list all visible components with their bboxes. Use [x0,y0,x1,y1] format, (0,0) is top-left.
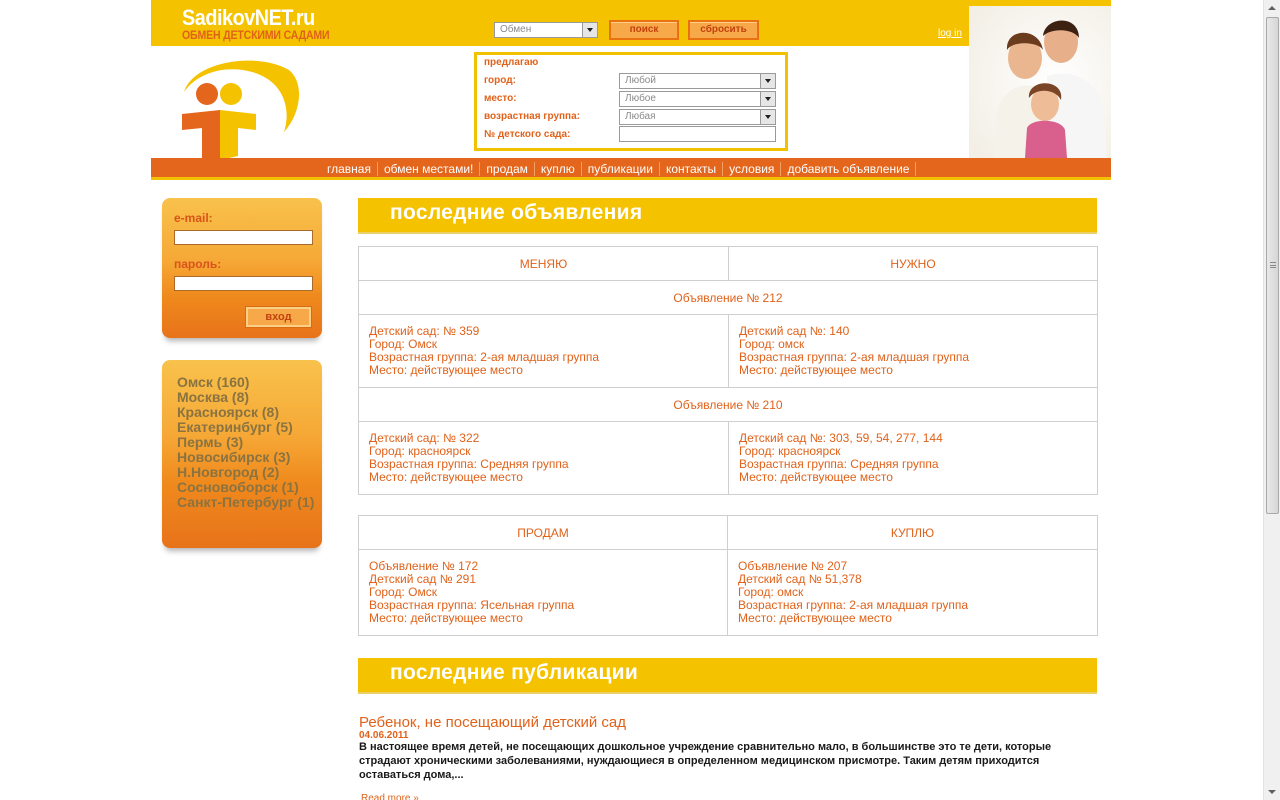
ad-detail: Город: красноярск [369,444,471,458]
ad-detail: Место: действующее место [369,470,523,484]
ad-detail: Объявление № 207 [738,559,848,573]
ad-detail: Детский сад №: 140 [739,324,850,338]
nav-item-home[interactable]: главная [325,162,378,176]
site-title[interactable]: SadikovNET.ru [182,5,315,30]
publications-title: последние публикации [390,661,639,684]
ad-detail: Возрастная группа: 2-ая младшая группа [369,350,600,364]
nav-item-terms[interactable]: условия [727,162,781,176]
family-photo [969,6,1111,158]
city-link[interactable]: Н.Новгород (2) [177,464,280,480]
chevron-down-icon [760,74,775,88]
sell-buy-table [358,515,1098,636]
city-link[interactable]: Красноярск (8) [177,404,280,420]
publications-heading [358,658,1097,694]
ad-need-details[interactable] [729,315,1098,388]
ad-detail: Город: Омск [369,337,437,351]
kindergarten-number-label: № детского сада: [484,129,571,140]
age-group-label: возрастная группа: [484,111,580,122]
chevron-down-icon [760,110,775,124]
ad-detail: Детский сад №: 303, 59, 54, 277, 144 [739,431,943,445]
ad-detail: Место: действующее место [369,611,523,625]
nav-item-publications[interactable]: публикации [586,162,660,176]
password-field[interactable] [174,276,313,291]
ad-detail: Возрастная группа: 2-ая младшая группа [738,598,969,612]
email-field[interactable] [174,230,313,245]
scroll-up-icon[interactable] [1264,0,1280,17]
city-link[interactable]: Екатеринбург (5) [177,419,293,435]
place-label: место: [484,93,517,104]
ad-detail: Место: действующее место [739,363,893,377]
chevron-down-icon [582,23,597,37]
nav-item-sell[interactable]: продам [484,162,535,176]
city-link[interactable]: Новосибирск (3) [177,449,291,465]
publication-date: 04.06.2011 [359,730,409,741]
ad-detail: Детский сад: № 359 [369,324,480,338]
vertical-scrollbar[interactable] [1263,0,1280,800]
city-link[interactable]: Пермь (3) [177,434,244,450]
ad-detail: Детский сад: № 322 [369,431,480,445]
type-select-value: Обмен [500,24,532,35]
column-header-need: НУЖНО [729,247,1098,281]
search-panel [474,52,788,151]
email-label: e-mail: [174,211,213,225]
city-select-value: Любой [625,75,656,86]
ad-offer-details[interactable] [359,315,729,388]
city-label: город: [484,75,516,86]
chevron-down-icon [760,92,775,106]
city-link[interactable]: Сосновоборск (1) [177,479,299,495]
city-link[interactable]: Омск (160) [177,374,250,390]
ad-detail: Место: действующее место [739,470,893,484]
nav-item-contacts[interactable]: контакты [664,162,723,176]
city-link[interactable]: Москва (8) [177,389,250,405]
column-header-sell: ПРОДАМ [359,516,728,550]
ad-detail: Город: красноярск [739,444,841,458]
city-link[interactable]: Санкт-Петербург (1) [177,494,315,510]
main-nav [151,158,1111,180]
grip-icon [1270,262,1276,268]
search-button[interactable]: поиск [609,20,679,40]
sell-ad-details[interactable] [359,550,728,636]
column-header-offer: МЕНЯЮ [359,247,729,281]
nav-items [325,162,920,176]
nav-item-add-ad[interactable]: добавить объявление [785,162,916,176]
ad-need-details[interactable] [729,422,1098,495]
latest-ads-heading [358,198,1097,234]
page [151,0,1111,800]
age-group-select[interactable] [619,109,776,125]
site-subtitle: ОБМЕН ДЕТСКИМИ САДАМИ [182,28,330,42]
city-list [177,375,314,510]
reset-button[interactable]: сбросить [688,20,759,40]
read-more-link[interactable]: Read more » [361,793,419,800]
ad-detail: Объявление № 172 [369,559,479,573]
city-select[interactable] [619,73,776,89]
scroll-down-icon[interactable] [1264,783,1280,800]
ad-detail: Детский сад № 291 [369,572,476,586]
ad-detail: Возрастная группа: Средняя группа [739,457,939,471]
place-select-value: Любое [625,93,656,104]
kindergarten-number-input[interactable] [619,126,776,142]
publication-title[interactable]: Ребенок, не посещающий детский сад [359,714,626,731]
age-group-select-value: Любая [625,111,656,122]
latest-ads-title: последние объявления [390,201,643,224]
ad-detail: Место: действующее место [738,611,892,625]
ad-detail: Возрастная группа: 2-ая младшая группа [739,350,970,364]
nav-item-exchange[interactable]: обмен местами! [382,162,480,176]
login-link[interactable]: log in [938,28,962,39]
logo-emblem-icon [164,52,299,164]
nav-item-buy[interactable]: куплю [539,162,582,176]
exchange-ads-table [358,246,1098,495]
buy-ad-details[interactable] [728,550,1098,636]
city-panel [162,360,322,548]
ad-detail: Город: омск [738,585,804,599]
scrollbar-thumb[interactable] [1266,17,1279,514]
type-select[interactable] [494,22,598,38]
ad-detail: Возрастная группа: Средняя группа [369,457,569,471]
column-header-buy: КУПЛЮ [728,516,1098,550]
login-button[interactable]: вход [246,307,311,327]
ad-detail: Возрастная группа: Ясельная группа [369,598,575,612]
publication-excerpt: В настоящее время детей, не посещающих дошкольное учреждение сравнительно мало, в большинстве это те дети, которые страдают хроническими заболеваниями, нуждающиеся в определенном медицинском присмотре. Таким детям приходится оставаться дома,... [359,741,1052,781]
place-select[interactable] [619,91,776,107]
ad-title[interactable]: Объявление № 212 [359,281,1098,315]
ad-offer-details[interactable] [359,422,729,495]
ad-detail: Город: Омск [369,585,437,599]
login-panel [162,198,322,338]
top-bar [151,0,1111,46]
ad-detail: Детский сад № 51,378 [738,572,862,586]
password-label: пароль: [174,257,222,271]
offer-label: предлагаю [484,57,539,68]
ad-detail: Город: омск [739,337,805,351]
ad-title[interactable]: Объявление № 210 [359,388,1098,422]
ad-detail: Место: действующее место [369,363,523,377]
